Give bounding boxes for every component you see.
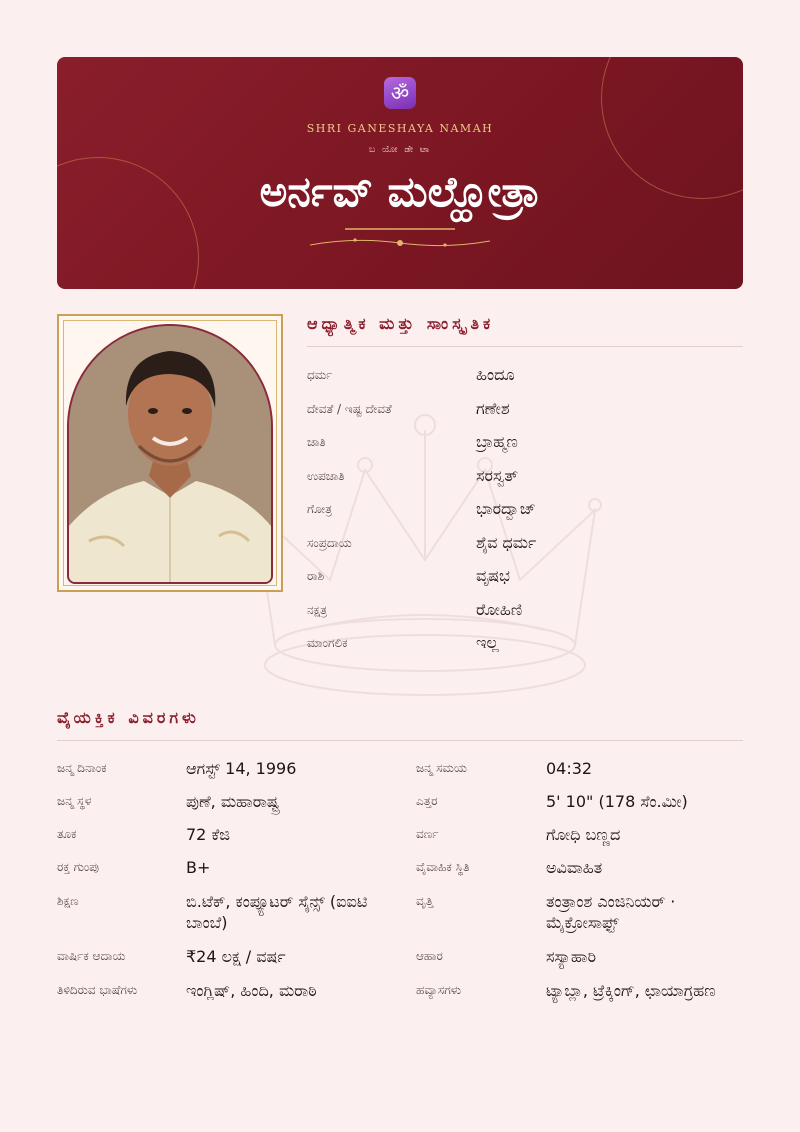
personal-value: ತಂತ್ರಾಂಶ ಎಂಜಿನಿಯರ್ · ಮೈಕ್ರೋಸಾಫ್ಟ್ xyxy=(546,892,676,932)
cultural-value: ಸರಸ್ವತ್ xyxy=(476,465,518,485)
cultural-label: ನಕ್ಷತ್ರ xyxy=(307,602,328,617)
cultural-value: ವೃಷಭ xyxy=(476,566,510,585)
personal-label: ವರ್ಣ xyxy=(416,827,439,841)
cultural-label: ಧರ್ಮ xyxy=(307,368,333,382)
personal-value: ಪುಣೆ, ಮಹಾರಾಷ್ಟ್ರ xyxy=(186,792,280,811)
personal-value: 5' 10" (178 ಸೆಂ.ಮೀ) xyxy=(546,792,688,811)
personal-label: ಎತ್ತರ xyxy=(416,794,438,808)
cultural-value: ಗಣೇಶ xyxy=(476,398,510,418)
personal-value: ₹24 ಲಕ್ಷ / ವರ್ಷ xyxy=(186,947,286,966)
personal-label: ತಿಳಿದಿರುವ ಭಾಷೆಗಳು xyxy=(57,983,138,997)
document-label: ಬ ಯೋ ಡೇ ಟಾ xyxy=(369,145,431,155)
cultural-label: ಸಂಪ್ರದಾಯ xyxy=(307,535,352,550)
personal-value: ಅವಿವಾಹಿತ xyxy=(546,858,603,877)
personal-label: ರಕ್ತ ಗುಂಪು xyxy=(57,860,99,874)
candidate-name: ಅರ್ನವ್ ಮಲ್ಹೋತ್ರಾ xyxy=(259,167,541,216)
cultural-value: ಶೈವ ಧರ್ಮ xyxy=(476,532,537,552)
cultural-value: ರೋಹಿಣಿ xyxy=(476,599,523,619)
candidate-photo xyxy=(67,324,273,584)
personal-label: ಆಹಾರ xyxy=(416,949,443,963)
personal-value: ಗೋಧಿ ಬಣ್ಣದ xyxy=(546,825,621,844)
cultural-value: ಇಲ್ಲ xyxy=(476,633,499,652)
personal-section-title: ವೈಯಕ್ತಿಕ ವಿವರಗಳು xyxy=(57,708,200,727)
personal-label: ವೃತ್ತಿ xyxy=(416,894,434,908)
cultural-label: ಗೋತ್ರ xyxy=(307,502,332,516)
cultural-section-title: ಆಧ್ಯಾತ್ಮಿಕ ಮತ್ತು ಸಾಂಸ್ಕೃತಿಕ xyxy=(307,314,495,333)
personal-value: ಬಿ.ಟೆಕ್, ಕಂಪ್ಯೂಟರ್ ಸೈನ್ಸ್ (ಐಐಟಿ ಬಾಂಬೆ) xyxy=(186,892,368,932)
crown-watermark-icon xyxy=(235,400,615,710)
cultural-value: ಹಿಂದೂ xyxy=(476,365,515,384)
om-icon: ॐ xyxy=(384,77,416,109)
personal-value: ಇಂಗ್ಲಿಷ್, ಹಿಂದಿ, ಮರಾಠಿ xyxy=(186,981,317,1000)
personal-label: ಹವ್ಯಾಸಗಳು xyxy=(416,983,462,997)
personal-label: ತೂಕ xyxy=(57,827,77,841)
section-divider xyxy=(307,346,743,347)
cultural-value: ಭಾರದ್ವಾಜ್ xyxy=(476,499,536,518)
flourish-divider-icon xyxy=(310,225,490,255)
personal-label: ಜನ್ಮ ಸ್ಥಳ xyxy=(57,794,92,808)
personal-label: ವೈವಾಹಿಕ ಸ್ಥಿತಿ xyxy=(416,860,470,874)
invocation-text: SHRI GANESHAYA NAMAH xyxy=(306,122,494,135)
portrait-illustration xyxy=(69,326,271,582)
personal-label: ಜನ್ಮ ಸಮಯ xyxy=(416,761,467,775)
header-banner xyxy=(57,57,743,289)
personal-value: ಟ್ಯಾಬ್ಲಾ, ಟ್ರೆಕ್ಕಿಂಗ್, ಛಾಯಾಗ್ರಹಣ xyxy=(546,981,716,1000)
personal-label: ಜನ್ಮ ದಿನಾಂಕ xyxy=(57,761,107,775)
cultural-label: ದೇವತೆ / ಇಷ್ಟ ದೇವತೆ xyxy=(307,401,392,416)
photo-frame xyxy=(57,314,283,592)
personal-value: ಆಗಸ್ಟ್ 14, 1996 xyxy=(186,759,297,778)
personal-value: 04:32 xyxy=(546,759,593,778)
personal-value: ಸಸ್ಯಾಹಾರಿ xyxy=(546,947,597,966)
cultural-label: ಮಾಂಗಲಿಕ xyxy=(307,636,348,650)
personal-label: ವಾರ್ಷಿಕ ಆದಾಯ xyxy=(57,949,126,963)
cultural-label: ಉಪಜಾತಿ xyxy=(307,468,345,483)
cultural-label: ರಾಶಿ xyxy=(307,569,325,583)
cultural-value: ಬ್ರಾಹ್ಮಣ xyxy=(476,432,518,451)
personal-label: ಶಿಕ್ಷಣ xyxy=(57,894,79,908)
cultural-label: ಜಾತಿ xyxy=(307,435,326,449)
personal-value: 72 ಕೆಜಿ xyxy=(186,825,231,844)
personal-value: B+ xyxy=(186,858,211,877)
section-divider xyxy=(57,740,743,741)
